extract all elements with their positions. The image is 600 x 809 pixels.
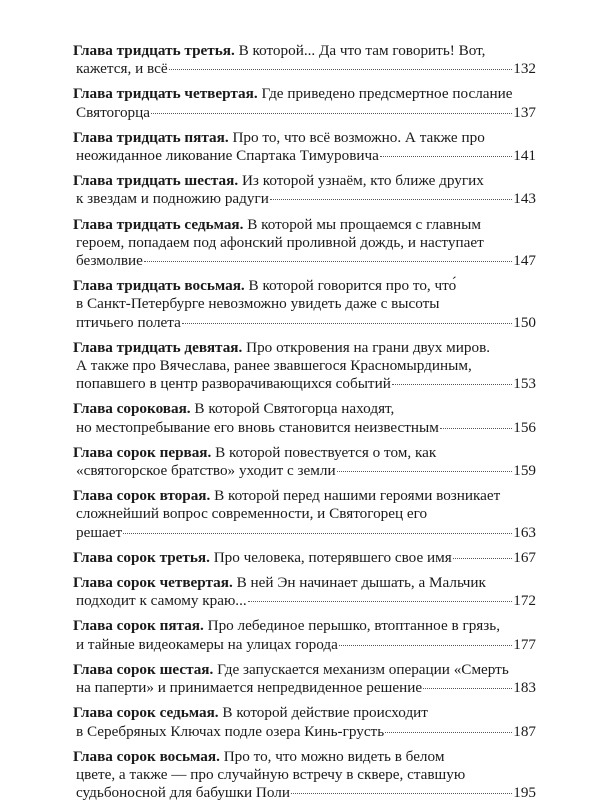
chapter-description: В которой... Да что там говорить! Вот, bbox=[238, 42, 486, 59]
chapter-description: В которой перед нашими героями возникает bbox=[214, 487, 501, 505]
chapter-description: на паперти» и принимается непредвиденное решение bbox=[76, 679, 423, 697]
chapter-description: В которой мы прощаемся с главным bbox=[247, 215, 481, 233]
toc-entry-line-text bbox=[76, 784, 290, 802]
dot-leader bbox=[392, 384, 512, 385]
page-number: 153 bbox=[513, 375, 536, 393]
toc-entry-last-line bbox=[73, 60, 536, 78]
toc-entry bbox=[73, 129, 536, 165]
toc-entry bbox=[73, 42, 536, 78]
page-number: 195 bbox=[513, 784, 536, 802]
dot-leader bbox=[380, 156, 512, 157]
page-number: 167 bbox=[513, 548, 536, 566]
dot-leader bbox=[423, 688, 512, 689]
toc-entry-line-text bbox=[76, 375, 391, 393]
toc-entry-last-line bbox=[73, 723, 536, 741]
toc-entry bbox=[73, 549, 536, 567]
chapter-description: и тайные видеокамеры на улицах города bbox=[76, 635, 338, 653]
toc-entry-line bbox=[73, 216, 536, 234]
chapter-description: героем, попадаем под афонский проливной дождь, и наступает bbox=[76, 233, 484, 251]
toc-entry-line bbox=[73, 766, 536, 784]
chapter-description: Из которой узнаём, кто ближе других bbox=[241, 172, 484, 190]
chapter-description: кажется, и всё bbox=[76, 60, 168, 78]
chapter-description: Святогорца bbox=[76, 103, 151, 121]
toc-entry-last-line bbox=[73, 462, 536, 480]
toc-entry-last-line bbox=[73, 104, 536, 122]
chapter-title: Глава тридцать девятая. bbox=[73, 338, 243, 356]
toc-entry-line bbox=[73, 339, 536, 357]
dot-leader bbox=[144, 261, 512, 262]
toc-entry-last-line bbox=[73, 190, 536, 208]
toc-entry-last-line bbox=[73, 524, 536, 542]
chapter-title: Глава сорок вторая. bbox=[73, 487, 211, 505]
chapter-description: В ней Эн начинает дышать, а Мальчик bbox=[236, 574, 486, 592]
toc-entry-line-text bbox=[76, 190, 269, 208]
toc-entry-line-text bbox=[76, 60, 168, 78]
toc-entry-line-text bbox=[76, 524, 122, 542]
dot-leader bbox=[270, 199, 512, 200]
chapter-description: В которой говорится про то, что́ bbox=[248, 277, 457, 295]
toc-entry-last-line bbox=[73, 419, 536, 437]
chapter-description: цвете, а также — про случайную встречу в сквере, ставшую bbox=[76, 765, 466, 783]
toc-entry-last-line bbox=[73, 252, 536, 270]
toc-entry-line bbox=[73, 505, 536, 523]
toc-entry bbox=[73, 574, 536, 610]
toc-entry bbox=[73, 487, 536, 542]
dot-leader bbox=[291, 793, 512, 794]
page-number: 147 bbox=[513, 252, 536, 270]
toc-entry bbox=[73, 339, 536, 394]
toc-entry-last-line bbox=[73, 636, 536, 654]
dot-leader bbox=[440, 428, 512, 429]
dot-leader bbox=[151, 113, 512, 114]
dot-leader bbox=[169, 69, 513, 70]
toc-entry-line bbox=[73, 234, 536, 252]
chapter-description: сложнейший вопрос современности, и Святогорец его bbox=[76, 505, 428, 523]
chapter-description: В которой повествуется о том, как bbox=[215, 443, 437, 461]
chapter-title: Глава сорок пятая. bbox=[73, 617, 204, 635]
chapter-title: Глава сорок третья. bbox=[73, 548, 210, 566]
table-of-contents bbox=[73, 42, 536, 809]
toc-entry-last-line bbox=[73, 592, 536, 610]
toc-entry-line bbox=[73, 704, 536, 722]
toc-entry bbox=[73, 400, 536, 436]
chapter-description: судьбоносной для бабушки Поли bbox=[76, 784, 291, 802]
page-number: 183 bbox=[513, 679, 536, 697]
toc-entry bbox=[73, 617, 536, 653]
toc-entry-line bbox=[73, 444, 536, 462]
toc-entry-line-text bbox=[76, 636, 338, 654]
page-number: 172 bbox=[513, 592, 536, 610]
chapter-title: Глава тридцать шестая. bbox=[73, 172, 239, 190]
toc-entry-line bbox=[73, 487, 536, 505]
toc-entry-line-text bbox=[76, 679, 422, 697]
chapter-description: В которой действие происходит bbox=[222, 704, 428, 722]
toc-entry-line-text bbox=[76, 252, 143, 270]
toc-entry-line bbox=[73, 617, 536, 635]
toc-entry-line-text bbox=[76, 314, 181, 332]
toc-entry-last-line bbox=[73, 784, 536, 802]
dot-leader bbox=[248, 601, 513, 602]
page-number: 132 bbox=[513, 60, 536, 78]
chapter-description: к звездам и подножию радуги bbox=[76, 190, 269, 208]
dot-leader bbox=[339, 645, 512, 646]
chapter-description: А также про Вячеслава, ранее звавшегося Красномырдиным, bbox=[76, 357, 472, 375]
chapter-description: «святогорское братство» уходит с земли bbox=[76, 462, 336, 480]
dot-leader bbox=[182, 323, 512, 324]
toc-entry-line bbox=[73, 85, 536, 103]
chapter-title: Глава тридцать пятая. bbox=[73, 128, 229, 146]
chapter-title: Глава сорок четвертая. bbox=[73, 574, 233, 592]
toc-entry bbox=[73, 661, 536, 697]
page-number: 137 bbox=[513, 103, 536, 121]
chapter-description: Где запускается механизм операции «Смерть bbox=[217, 660, 509, 678]
toc-entry-line bbox=[73, 129, 536, 147]
toc-entry-last-line bbox=[73, 314, 536, 332]
chapter-description: попавшего в центр разворачивающихся событий bbox=[76, 375, 391, 393]
toc-entry-line bbox=[73, 295, 536, 313]
toc-entry-line-text bbox=[76, 723, 384, 741]
toc-entry-last-line bbox=[73, 375, 536, 393]
chapter-title: Глава тридцать восьмая. bbox=[73, 277, 245, 295]
toc-entry-line bbox=[73, 661, 536, 679]
chapter-description: но местопребывание его вновь становится неизвестным bbox=[76, 418, 439, 436]
toc-entry bbox=[73, 216, 536, 271]
toc-entry-line-text bbox=[76, 147, 379, 165]
chapter-description: в Серебряных Ключах подле озера Кинь-грусть bbox=[76, 722, 385, 740]
chapter-description: В которой Святогорца находят, bbox=[194, 400, 395, 418]
toc-entry-last-line bbox=[73, 549, 536, 567]
chapter-title: Глава сорок шестая. bbox=[73, 660, 214, 678]
chapter-description: Про лебединое перышко, втоптанное в грязь, bbox=[207, 617, 500, 635]
page-number: 156 bbox=[513, 418, 536, 436]
chapter-description: Где приведено предсмертное послание bbox=[261, 85, 513, 103]
toc-entry-line bbox=[73, 42, 536, 60]
toc-entry-line-text bbox=[76, 419, 439, 437]
toc-entry-line bbox=[73, 357, 536, 375]
chapter-description: Про человека, потерявшего свое имя bbox=[213, 548, 452, 566]
chapter-title: Глава сорок седьмая. bbox=[73, 704, 219, 722]
chapter-title: Глава тридцать третья. bbox=[73, 42, 235, 59]
toc-entry-last-line bbox=[73, 679, 536, 697]
chapter-description: безмолвие bbox=[76, 252, 143, 270]
toc-entry-line bbox=[73, 172, 536, 190]
dot-leader bbox=[385, 732, 512, 733]
toc-entry bbox=[73, 704, 536, 740]
toc-entry-line-text bbox=[76, 462, 336, 480]
chapter-title: Глава сороковая. bbox=[73, 400, 191, 418]
dot-leader bbox=[337, 471, 513, 472]
page-number: 143 bbox=[513, 190, 536, 208]
dot-leader bbox=[123, 533, 512, 534]
chapter-description: Про то, что можно видеть в белом bbox=[223, 747, 445, 765]
chapter-title: Глава сорок восьмая. bbox=[73, 747, 220, 765]
page-number: 159 bbox=[513, 462, 536, 480]
chapter-description: подходит к самому краю... bbox=[76, 592, 247, 610]
toc-entry bbox=[73, 444, 536, 480]
toc-entry-line bbox=[73, 574, 536, 592]
chapter-description: в Санкт-Петербурге невозможно увидеть даже с высоты bbox=[76, 295, 440, 313]
toc-entry-line-text bbox=[76, 592, 247, 610]
toc-entry bbox=[73, 172, 536, 208]
toc-entry-line-text bbox=[76, 104, 150, 122]
chapter-title: Глава сорок первая. bbox=[73, 443, 212, 461]
toc-entry bbox=[73, 748, 536, 803]
dot-leader bbox=[453, 558, 513, 559]
chapter-description: неожиданное ликование Спартака Тимуровича bbox=[76, 147, 379, 165]
toc-entry-last-line bbox=[73, 147, 536, 165]
chapter-description: птичьего полета bbox=[76, 313, 181, 331]
toc-entry-line bbox=[73, 400, 536, 418]
toc-entry-line bbox=[73, 748, 536, 766]
toc-entry-line-text bbox=[73, 549, 452, 567]
chapter-title: Глава тридцать четвертая. bbox=[73, 85, 258, 103]
page-number: 177 bbox=[513, 635, 536, 653]
page-number: 163 bbox=[513, 523, 536, 541]
chapter-description: Про откровения на грани двух миров. bbox=[246, 338, 491, 356]
toc-entry bbox=[73, 277, 536, 332]
chapter-description: Про то, что всё возможно. А также про bbox=[232, 128, 485, 146]
page-number: 187 bbox=[513, 722, 536, 740]
page-number: 150 bbox=[513, 313, 536, 331]
toc-entry-line bbox=[73, 277, 536, 295]
chapter-description: решает bbox=[76, 523, 123, 541]
chapter-title: Глава тридцать седьмая. bbox=[73, 215, 244, 233]
toc-entry bbox=[73, 85, 536, 121]
page-number: 141 bbox=[513, 147, 536, 165]
